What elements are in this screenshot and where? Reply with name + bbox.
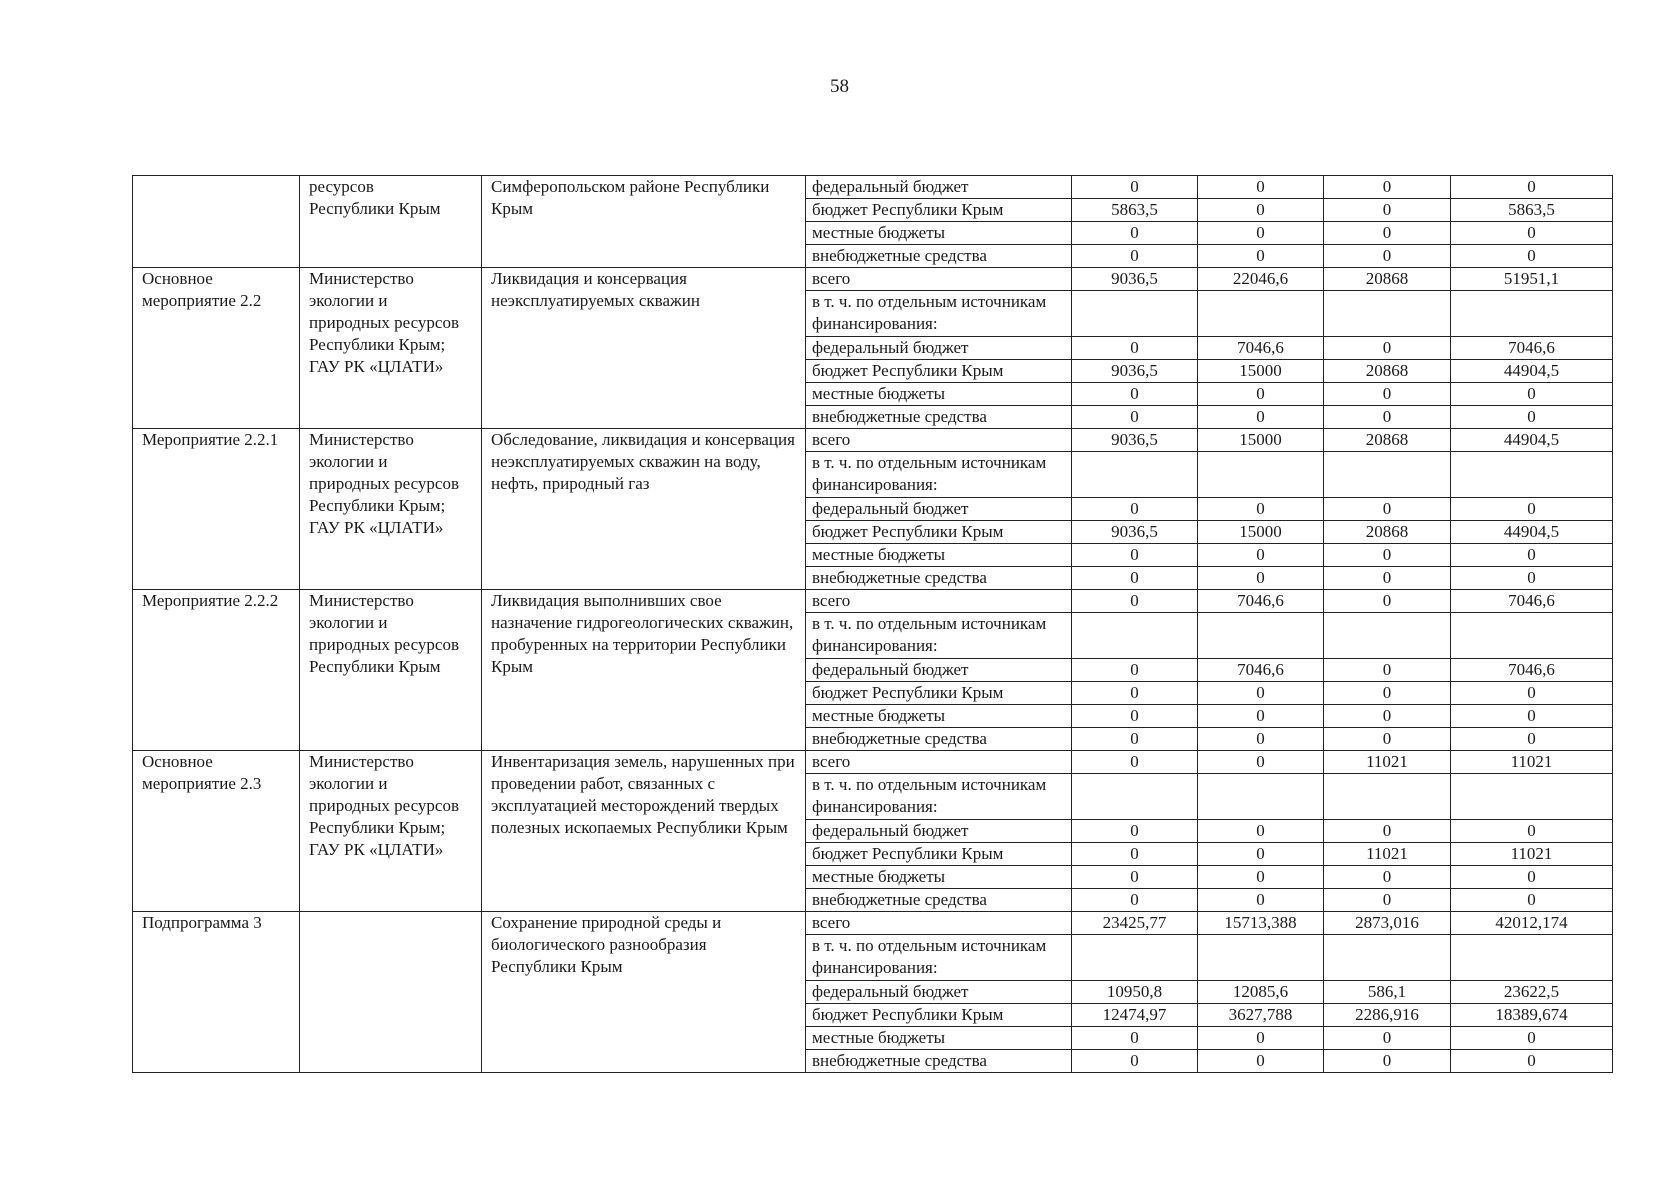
source-total-cell: всего [806,590,1072,613]
source-cell: федеральный бюджет [806,498,1072,521]
value-cell: 0 [1324,1027,1451,1050]
value-cell: 0 [1451,1027,1613,1050]
value-cell: 15000 [1198,429,1324,452]
source-incl-cell: в т. ч. по отдельным источникам финансирования: [806,613,1072,659]
value-cell: 586,1 [1324,981,1451,1004]
source-cell: федеральный бюджет [806,337,1072,360]
source-cell: федеральный бюджет [806,659,1072,682]
value-cell: 22046,6 [1198,268,1324,291]
value-cell: 3627,788 [1198,1004,1324,1027]
executor-cell: Министерство экологии и природных ресурсов Республики Крым; ГАУ РК «ЦЛАТИ» [300,429,482,590]
value-cell-empty [1451,935,1613,981]
source-cell: местные бюджеты [806,866,1072,889]
value-cell-empty [1198,613,1324,659]
value-cell: 15000 [1198,360,1324,383]
value-cell: 5863,5 [1072,199,1198,222]
value-cell: 0 [1072,820,1198,843]
value-cell: 0 [1324,682,1451,705]
source-total-cell: всего [806,429,1072,452]
source-cell: бюджет Республики Крым [806,360,1072,383]
source-cell: внебюджетные средства [806,406,1072,429]
budget-table [132,175,1613,1073]
value-cell: 15000 [1198,521,1324,544]
value-cell: 0 [1198,383,1324,406]
value-cell: 0 [1451,383,1613,406]
value-cell: 44904,5 [1451,429,1613,452]
value-cell: 0 [1072,1027,1198,1050]
source-incl-cell: в т. ч. по отдельным источникам финансирования: [806,452,1072,498]
value-cell: 51951,1 [1451,268,1613,291]
value-cell: 0 [1451,222,1613,245]
value-cell-empty [1072,935,1198,981]
value-cell: 0 [1324,866,1451,889]
value-cell: 7046,6 [1451,337,1613,360]
value-cell: 0 [1198,1027,1324,1050]
value-cell: 0 [1072,889,1198,912]
value-cell: 11021 [1451,751,1613,774]
value-cell: 0 [1451,889,1613,912]
value-cell-empty [1198,774,1324,820]
value-cell: 0 [1198,705,1324,728]
source-total-cell: всего [806,751,1072,774]
value-cell: 0 [1198,820,1324,843]
value-cell: 23425,77 [1072,912,1198,935]
value-cell-empty [1324,452,1451,498]
executor-cell: Министерство экологии и природных ресурсов Республики Крым; ГАУ РК «ЦЛАТИ» [300,751,482,912]
value-cell: 0 [1324,176,1451,199]
value-cell: 10950,8 [1072,981,1198,1004]
value-cell: 0 [1198,222,1324,245]
value-cell: 15713,388 [1198,912,1324,935]
value-cell-empty [1324,291,1451,337]
page-number: 58 [830,76,849,97]
value-cell: 9036,5 [1072,360,1198,383]
source-cell: внебюджетные средства [806,567,1072,590]
value-cell-empty [1198,452,1324,498]
source-cell: местные бюджеты [806,705,1072,728]
event-name-cell: Основное мероприятие 2.3 [133,751,300,912]
value-cell: 0 [1324,337,1451,360]
value-cell: 9036,5 [1072,268,1198,291]
value-cell: 18389,674 [1451,1004,1613,1027]
value-cell: 0 [1072,682,1198,705]
table-row [133,912,1613,935]
value-cell-empty [1324,935,1451,981]
value-cell: 0 [1072,705,1198,728]
value-cell: 0 [1072,176,1198,199]
value-cell: 0 [1072,866,1198,889]
value-cell: 0 [1072,406,1198,429]
executor-cell: Министерство экологии и природных ресурсов Республики Крым [300,590,482,751]
value-cell: 0 [1198,544,1324,567]
source-cell: внебюджетные средства [806,889,1072,912]
value-cell: 11021 [1451,843,1613,866]
value-cell: 9036,5 [1072,521,1198,544]
value-cell: 0 [1324,544,1451,567]
source-cell: бюджет Республики Крым [806,521,1072,544]
value-cell: 7046,6 [1451,590,1613,613]
value-cell: 0 [1451,567,1613,590]
value-cell: 0 [1072,1050,1198,1073]
value-cell: 44904,5 [1451,360,1613,383]
event-title-cell: Обследование, ликвидация и консервация неэксплуатируемых скважин на воду, нефть, природный газ [482,429,806,590]
value-cell-empty [1324,774,1451,820]
value-cell: 11021 [1324,843,1451,866]
value-cell: 0 [1198,751,1324,774]
value-cell: 0 [1451,1050,1613,1073]
value-cell: 12085,6 [1198,981,1324,1004]
source-cell: федеральный бюджет [806,981,1072,1004]
value-cell: 0 [1324,199,1451,222]
value-cell: 0 [1198,1050,1324,1073]
value-cell-empty [1198,291,1324,337]
value-cell: 0 [1324,728,1451,751]
value-cell: 0 [1198,199,1324,222]
value-cell: 0 [1072,567,1198,590]
value-cell: 0 [1451,498,1613,521]
value-cell: 0 [1451,245,1613,268]
value-cell: 0 [1451,705,1613,728]
source-cell: местные бюджеты [806,222,1072,245]
value-cell: 7046,6 [1198,659,1324,682]
source-cell: бюджет Республики Крым [806,199,1072,222]
value-cell: 0 [1198,498,1324,521]
value-cell: 0 [1324,406,1451,429]
value-cell: 0 [1072,751,1198,774]
source-cell: внебюджетные средства [806,1050,1072,1073]
table-row [133,268,1613,291]
source-cell: внебюджетные средства [806,728,1072,751]
source-cell: бюджет Республики Крым [806,1004,1072,1027]
source-cell: местные бюджеты [806,544,1072,567]
value-cell: 0 [1324,590,1451,613]
value-cell: 0 [1072,245,1198,268]
value-cell-empty [1198,935,1324,981]
value-cell: 44904,5 [1451,521,1613,544]
value-cell: 5863,5 [1451,199,1613,222]
value-cell: 0 [1198,245,1324,268]
value-cell: 0 [1072,544,1198,567]
value-cell: 0 [1198,682,1324,705]
value-cell: 0 [1324,1050,1451,1073]
value-cell: 0 [1451,866,1613,889]
value-cell: 42012,174 [1451,912,1613,935]
source-incl-cell: в т. ч. по отдельным источникам финансирования: [806,774,1072,820]
value-cell: 0 [1451,820,1613,843]
value-cell: 7046,6 [1198,590,1324,613]
value-cell: 0 [1198,843,1324,866]
value-cell: 0 [1451,544,1613,567]
source-total-cell: всего [806,268,1072,291]
value-cell: 0 [1072,728,1198,751]
value-cell: 0 [1072,498,1198,521]
value-cell: 0 [1324,889,1451,912]
value-cell-empty [1451,774,1613,820]
value-cell: 0 [1324,383,1451,406]
value-cell: 0 [1324,222,1451,245]
event-name-cell: Мероприятие 2.2.1 [133,429,300,590]
value-cell: 7046,6 [1451,659,1613,682]
value-cell: 9036,5 [1072,429,1198,452]
value-cell-empty [1072,613,1198,659]
value-cell-empty [1451,291,1613,337]
source-cell: местные бюджеты [806,1027,1072,1050]
table-row [133,176,1613,199]
event-title-cell: Симферопольском районе Республики Крым [482,176,806,268]
value-cell-empty [1324,613,1451,659]
value-cell-empty [1451,613,1613,659]
value-cell-empty [1072,291,1198,337]
executor-cell [300,912,482,1073]
value-cell: 12474,97 [1072,1004,1198,1027]
source-cell: федеральный бюджет [806,820,1072,843]
table-row [133,429,1613,452]
value-cell: 0 [1198,728,1324,751]
value-cell: 0 [1198,176,1324,199]
value-cell: 0 [1072,843,1198,866]
source-cell: бюджет Республики Крым [806,843,1072,866]
event-name-cell: Основное мероприятие 2.2 [133,268,300,429]
value-cell-empty [1072,452,1198,498]
executor-cell: Министерство экологии и природных ресурсов Республики Крым; ГАУ РК «ЦЛАТИ» [300,268,482,429]
value-cell: 20868 [1324,360,1451,383]
value-cell: 0 [1324,820,1451,843]
value-cell: 0 [1072,659,1198,682]
value-cell-empty [1072,774,1198,820]
value-cell: 0 [1451,682,1613,705]
source-cell: бюджет Республики Крым [806,682,1072,705]
source-incl-cell: в т. ч. по отдельным источникам финансирования: [806,935,1072,981]
table-row [133,751,1613,774]
source-cell: внебюджетные средства [806,245,1072,268]
value-cell: 20868 [1324,268,1451,291]
value-cell: 7046,6 [1198,337,1324,360]
value-cell: 0 [1072,383,1198,406]
table-row [133,590,1613,613]
value-cell: 0 [1198,567,1324,590]
event-name-cell: Подпрограмма 3 [133,912,300,1073]
value-cell: 2286,916 [1324,1004,1451,1027]
value-cell: 2873,016 [1324,912,1451,935]
value-cell: 20868 [1324,521,1451,544]
source-cell: местные бюджеты [806,383,1072,406]
value-cell: 0 [1198,889,1324,912]
value-cell: 0 [1324,498,1451,521]
value-cell: 20868 [1324,429,1451,452]
event-title-cell: Ликвидация и консервация неэксплуатируемых скважин [482,268,806,429]
source-total-cell: всего [806,912,1072,935]
event-name-cell: Мероприятие 2.2.2 [133,590,300,751]
value-cell: 0 [1072,337,1198,360]
event-name-cell [133,176,300,268]
value-cell-empty [1451,452,1613,498]
value-cell: 0 [1451,176,1613,199]
value-cell: 23622,5 [1451,981,1613,1004]
event-title-cell: Сохранение природной среды и биологического разнообразия Республики Крым [482,912,806,1073]
value-cell: 0 [1072,222,1198,245]
value-cell: 0 [1451,406,1613,429]
value-cell: 0 [1072,590,1198,613]
value-cell: 11021 [1324,751,1451,774]
source-cell: федеральный бюджет [806,176,1072,199]
value-cell: 0 [1451,728,1613,751]
value-cell: 0 [1324,659,1451,682]
event-title-cell: Инвентаризация земель, нарушенных при проведении работ, связанных с эксплуатацией месторождений твердых полезных ископаемых Республики Крым [482,751,806,912]
event-title-cell: Ликвидация выполнивших свое назначение гидрогеологических скважин, пробуренных на территории Республики Крым [482,590,806,751]
value-cell: 0 [1324,567,1451,590]
executor-cell: ресурсов Республики Крым [300,176,482,268]
value-cell: 0 [1198,406,1324,429]
value-cell: 0 [1198,866,1324,889]
value-cell: 0 [1324,705,1451,728]
value-cell: 0 [1324,245,1451,268]
source-incl-cell: в т. ч. по отдельным источникам финансирования: [806,291,1072,337]
